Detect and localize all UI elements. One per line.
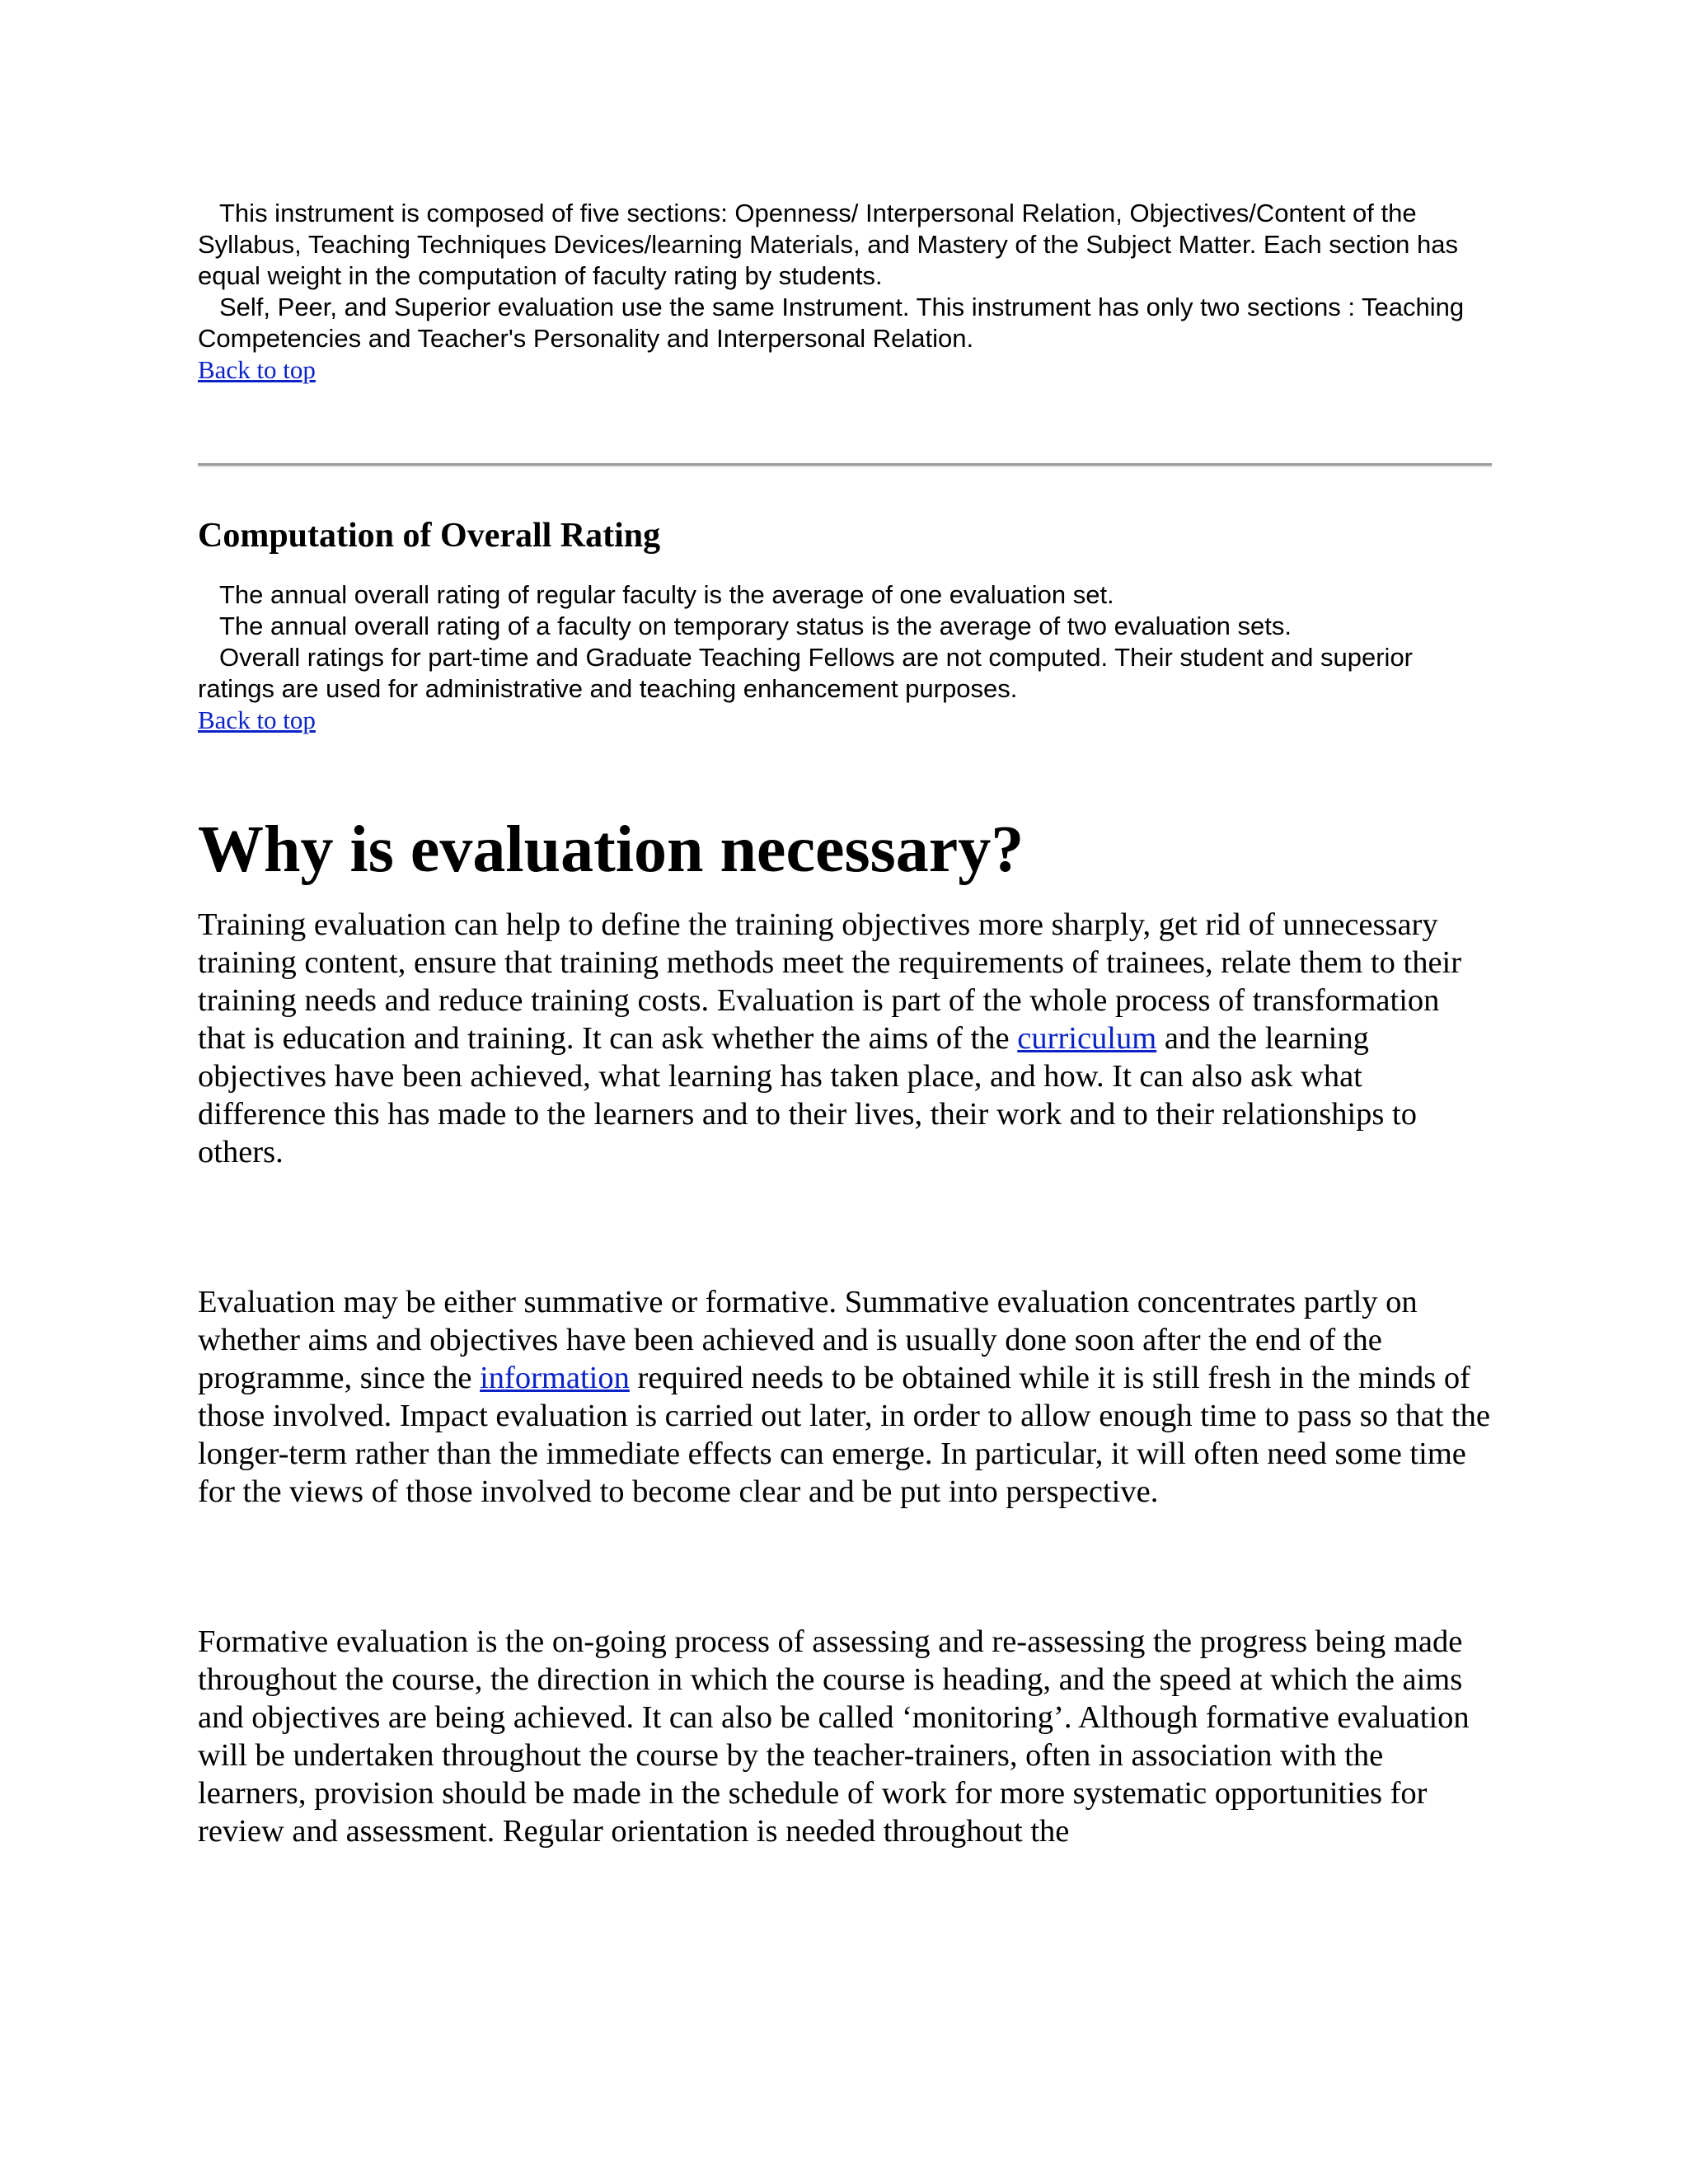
computation-heading: Computation of Overall Rating [198, 517, 661, 555]
instrument-sections-text: This instrument is composed of five sections: Openness/ Interpersonal Relation, Objectives/Content of the Syllabus, Teaching Techniques Devices/learning Materials, and Mastery of the Subject Matter. Each section has equal weight in the computation of faculty rating by students. [198, 199, 1459, 290]
document-page [198, 198, 1492, 1850]
curriculum-link[interactable]: curriculum [1017, 1021, 1157, 1056]
part-time-faculty-text: Overall ratings for part-time and Graduate Teaching Fellows are not computed. Their student and superior ratings are used for administrative and teaching enhancement purposes. [198, 643, 1414, 703]
spacer [198, 556, 1492, 579]
why-evaluation-heading: Why is evaluation necessary? [198, 813, 1025, 886]
computation-text [198, 579, 1492, 705]
regular-faculty-text: The annual overall rating of regular faculty is the average of one evaluation set. [219, 580, 1114, 609]
spacer [198, 888, 1492, 906]
instrument-description [198, 198, 1492, 354]
spacer [198, 1171, 1492, 1283]
instrument-self-peer-text: Self, Peer, and Superior evaluation use the same Instrument. This instrument has only two sections : Teaching Competencies and Teacher's Personality and Interpersonal Relation. [198, 293, 1465, 353]
spacer [198, 736, 1492, 812]
temporary-faculty-text: The annual overall rating of a faculty on temporary status is the average of two evaluation sets. [219, 612, 1292, 640]
paragraph-text: Training evaluation can help to define the training objectives more sharply, get rid of unnecessary training content, ensure that training methods meet the requirements of trainees, relate them to their training needs and reduce training costs. Evaluation is part of the whole process of transformation that is education and training. It can ask whether the aims of the [198, 907, 1462, 1056]
spacer [198, 1511, 1492, 1623]
summative-formative-paragraph [198, 1283, 1492, 1511]
paragraph-text: required needs to be obtained while it is still fresh in the minds of those involved. Impact evaluation is carried out later, in order to allow enough time to pass so that the longer-term rather than the immediate effects can emerge. In particular, it will often need some time for the views of those involved to become clear and be put into perspective. [198, 1361, 1490, 1509]
information-link[interactable]: information [480, 1361, 630, 1395]
spacer [198, 386, 1492, 463]
paragraph-text: Evaluation may be either summative or formative. Summative evaluation concentrates partly on whether aims and objectives have been achieved and is usually done soon after the end of the programme, since the [198, 1285, 1418, 1395]
back-to-top-link-2[interactable]: Back to top [198, 705, 316, 734]
spacer [198, 467, 1492, 515]
back-to-top-link[interactable]: Back to top [198, 355, 316, 384]
formative-evaluation-paragraph: Formative evaluation is the on-going process of assessing and re-assessing the progress being made throughout the course, the direction in which the course is heading, and the speed at which the aims and objectives are being achieved. It can also be called ‘monitoring’. Although formative evaluation will be undertaken throughout the course by the teacher-trainers, often in association with the learners, provision should be made in the schedule of work for more systematic opportunities for review and assessment. Regular orientation is needed throughout the [198, 1624, 1470, 1849]
paragraph-text: and the learning objectives have been achieved, what learning has taken place, and how. It can also ask what difference this has made to the learners and to their lives, their work and to their relationships to others. [198, 1021, 1417, 1169]
training-evaluation-paragraph [198, 906, 1492, 1171]
